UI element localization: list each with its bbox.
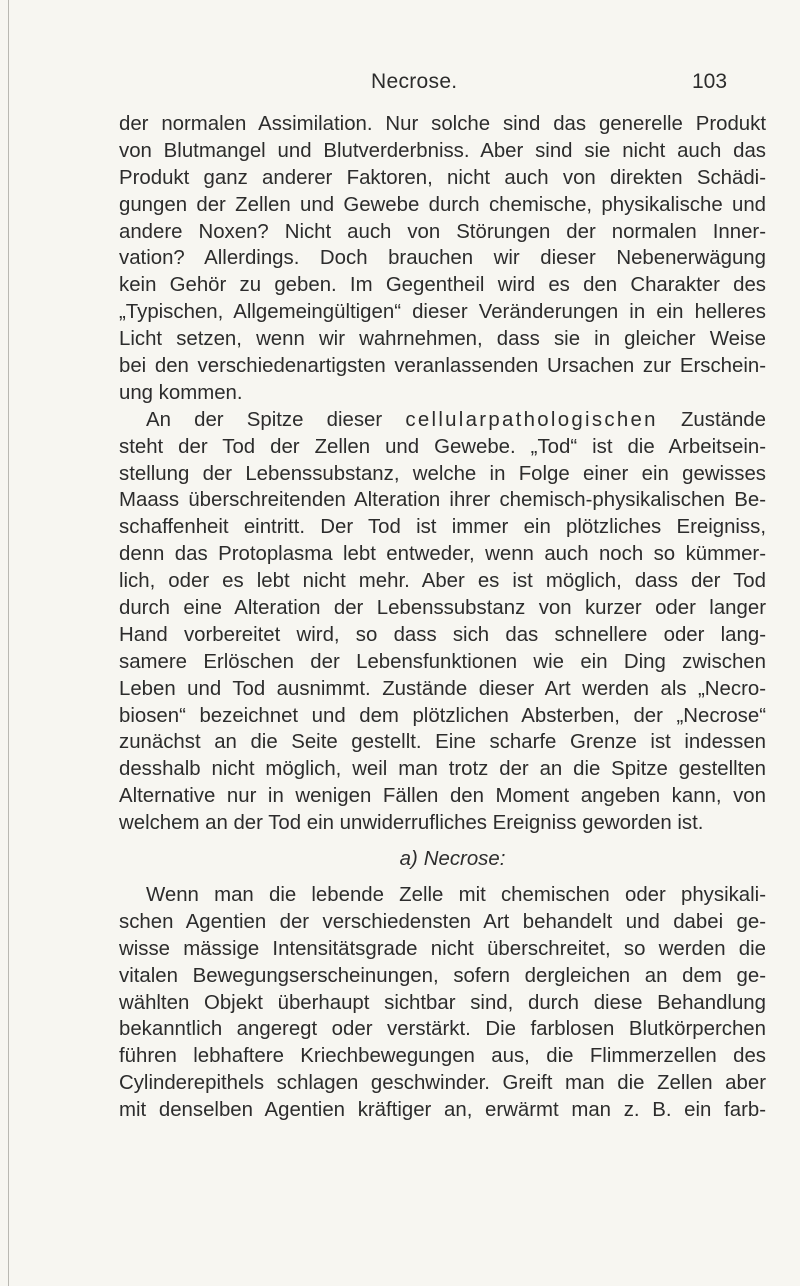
page-body (119, 111, 766, 1124)
text-line: Alternative nur in wenigen Fällen den Moment angeben kann, von (119, 785, 766, 808)
running-title: Necrose. (371, 70, 458, 93)
text-fragment: An der Spitze dieser (146, 408, 383, 431)
text-line: denn das Protoplasma lebt entweder, wenn auch noch so kümmer- (119, 543, 766, 566)
text-line: bekanntlich angeregt oder verstärkt. Die farblosen Blutkörperchen (119, 1018, 766, 1041)
section-title: Necrose: (423, 848, 506, 871)
text-line: schen Agentien der verschiedensten Art behandelt und dabei ge- (119, 910, 766, 933)
text-line: der normalen Assimilation. Nur solche sind das generelle Produkt (119, 113, 766, 135)
text-line: Produkt ganz anderer Faktoren, nicht auch von direkten Schädi- (119, 166, 766, 189)
page-header (0, 70, 800, 100)
text-line: Cylinderepithels schlagen geschwinder. Greift man die Zellen aber (119, 1072, 766, 1095)
text-line: andere Noxen? Nicht auch von Störungen der normalen Inner- (119, 220, 766, 243)
paragraph-tod (119, 407, 766, 837)
section-heading (119, 846, 766, 873)
text-line: von Blutmangel und Blutverderbniss. Aber sind sie nicht auch das (119, 139, 766, 162)
text-line: kein Gehör zu geben. Im Gegentheil wird es den Charakter des (119, 274, 766, 297)
text-line: wisse mässige Intensitätsgrade nicht überschreitet, so werden die (119, 937, 766, 960)
text-line: Hand vorbereitet wird, so dass sich das schnellere oder lang- (119, 623, 766, 646)
page-number: 103 (692, 70, 728, 93)
text-line: Leben und Tod ausnimmt. Zustände dieser Art werden als „Necro- (119, 677, 766, 700)
text-line-first (119, 407, 766, 434)
text-fragment: Zustände (680, 408, 766, 431)
text-line: vitalen Bewegungserscheinungen, sofern dergleichen an dem ge- (119, 964, 766, 987)
text-line: mit denselben Agentien kräftiger an, erwärmt man z. B. ein farb- (119, 1099, 766, 1122)
spaced-emphasis-term: cellularpathologischen (405, 408, 658, 431)
text-line: „Typischen, Allgemeingültigen“ dieser Veränderungen in ein helleres (119, 301, 766, 324)
text-line: samere Erlöschen der Lebensfunktionen wie ein Ding zwischen (119, 650, 766, 673)
text-line: steht der Tod der Zellen und Gewebe. „Tod“ ist die Arbeitsein- (119, 435, 766, 458)
section-label: a) (399, 848, 418, 871)
paragraph-necrose (119, 882, 766, 1124)
text-line: ung kommen. (119, 381, 243, 404)
text-line: schaffenheit eintritt. Der Tod ist immer ein plötzliches Ereigniss, (119, 516, 766, 539)
text-line: zunächst an die Seite gestellt. Eine scharfe Grenze ist indessen (119, 731, 766, 754)
text-line: führen lebhaftere Kriechbewegungen aus, die Flimmerzellen des (119, 1045, 766, 1068)
text-line-first: Wenn man die lebende Zelle mit chemischen oder physikali- (146, 883, 766, 906)
paragraph-continuation (119, 111, 766, 407)
text-line: stellung der Lebenssubstanz, welche in Folge einer ein gewisses (119, 462, 766, 485)
text-line: welchem an der Tod ein unwiderrufliches Ereigniss geworden ist. (119, 812, 704, 835)
text-line: Licht setzen, wenn wir wahrnehmen, dass sie in gleicher Weise (119, 328, 766, 351)
text-line: desshalb nicht möglich, weil man trotz der an die Spitze gestellten (119, 758, 766, 781)
text-line: biosen“ bezeichnet und dem plötzlichen Absterben, der „Necrose“ (119, 704, 766, 727)
text-line: gungen der Zellen und Gewebe durch chemische, physikalische und (119, 193, 766, 216)
text-line: lich, oder es lebt nicht mehr. Aber es ist möglich, dass der Tod (119, 570, 766, 593)
page-edge-line (8, 0, 9, 1286)
text-line: bei den verschiedenartigsten veranlassenden Ursachen zur Erschein- (119, 355, 766, 378)
text-line: durch eine Alteration der Lebenssubstanz von kurzer oder langer (119, 597, 766, 620)
text-line: wählten Objekt überhaupt sichtbar sind, durch diese Behandlung (119, 991, 766, 1014)
text-line: Maass überschreitenden Alteration ihrer chemisch-physikalischen Be- (119, 489, 766, 512)
text-line: vation? Allerdings. Doch brauchen wir dieser Nebenerwägung (119, 247, 766, 270)
